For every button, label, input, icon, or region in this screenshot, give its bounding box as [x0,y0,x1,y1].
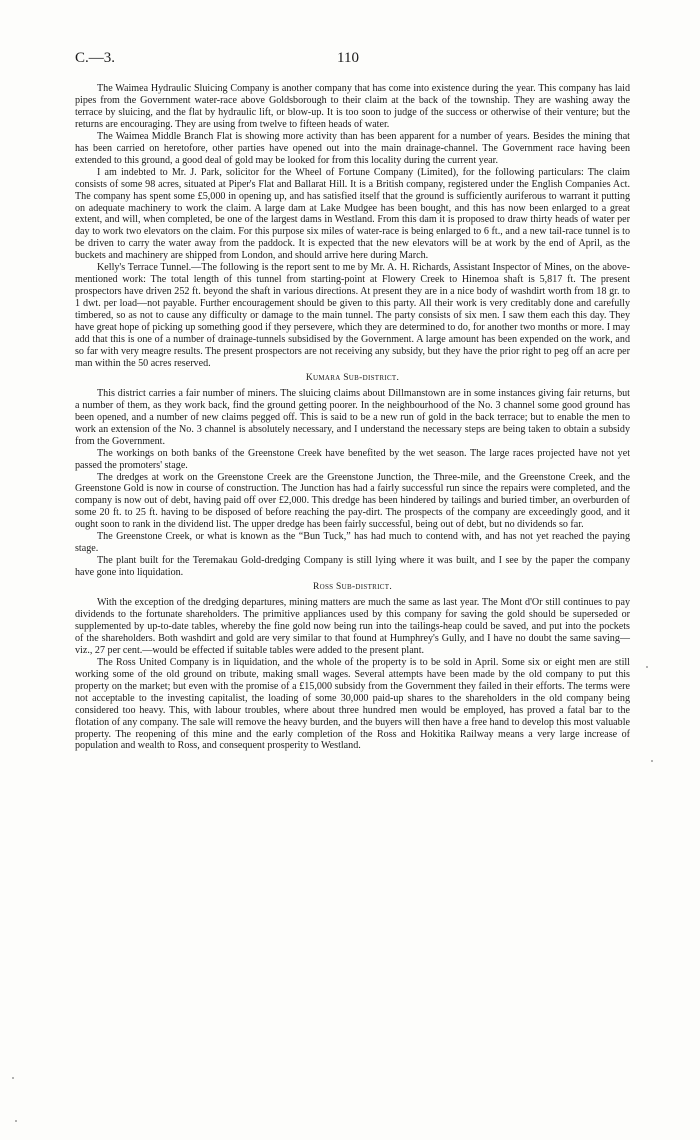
paragraph-kumara-district: This district carries a fair number of miners. The sluicing claims about Dillmanstown are in some instances giving fair returns, but a number of them, as they work back, find the ground getting poorer. In the neighbourhood of the No. 3 channel some good ground has been opened, and a number of new claims pegged off. This is said to be a new run of gold in the back terrace; but to enable the men to work an extension of the No. 3 channel is absolutely necessary, and I understand the necessary steps are being taken to obtain a subsidy from the Government. [75,387,630,447]
paragraph-mont-dor: With the exception of the dredging departures, mining matters are much the same as last year. The Mont d'Or still continues to pay dividends to the fortunate shareholders. The primitive appliances used by this company for saving the gold should be superseded or supplemented by up-to-date tables, whereby the fine gold now being run into the tailings-heap could be saved, and put into the pockets of the shareholders. Both washdirt and gold are very similar to that found at Humphrey's Gully, and I have no doubt the same saving—viz., 27 per cent.—would be effected if suitable tables were added to the present plant. [75,597,630,656]
paragraph-waimea-hydraulic: The Waimea Hydraulic Sluicing Company is another company that has come into existence during the year. This company has laid pipes from the Government water-race above Goldsborough to their claim at the back of the township. They are washing away the terrace by sluicing, and the flat by hydraulic lift, or blow-up. It is too soon to judge of the success or otherwise of their venture; but the returns are encouraging. They are using from twelve to fifteen heads of water. [75,83,630,130]
paragraph-waimea-middle-branch: The Waimea Middle Branch Flat is showing more activity than has been apparent for a number of years. Besides the mining that has been carried on heretofore, other parties have opened out into the main drainage-channel. The Government race having been extended to this ground, a good deal of gold may be looked for from this locality during the current year. [75,130,630,166]
paragraph-teremakau: The plant built for the Teremakau Gold-dredging Company is still lying where it was built, and I see by the paper the company have gone into liquidation. [75,555,630,579]
paragraph-bun-tuck: The Greenstone Creek, or what is known as the “Bun Tuck,” has had much to contend with, and has not yet reached the paying stage. [75,531,630,555]
paragraph-wheel-of-fortune: I am indebted to Mr. J. Park, solicitor for the Wheel of Fortune Company (Limited), for the following particulars: The claim consists of some 98 acres, situated at Piper's Flat and Ballarat Hill. It is a British company, registered under the English Companies Act. The company has spent some £5,000 in opening up, and has satisfied itself that the ground is sufficiently auriferous to warrant it putting on adequate machinery to work the claim. A large dam at Lake Mudgee has been bought, and this has now been enlarged to a great extent, and will, when completed, be one of the largest dams in Westland. From this dam it is proposed to draw thirty heads of water per day to work two elevators on the claim. For this purpose six miles of water-race is being enlarged to 6 ft., and a new tail-race tunnel is to be driven to carry the water away from the paddock. It is expected that the new elevators will be at work by the end of April, as the buckets and machinery are shipped from London, and should arrive here during March. [75,166,630,262]
paragraph-ross-united: The Ross United Company is in liquidation, and the whole of the property is to be sold in April. Some six or eight men are still working some of the old ground on tribute, making small wages. Several attempts have been made by the old company to put this property on the market; but even with the promise of a £15,000 subsidy from the Government they failed in their efforts. The terms were not acceptable to the investing capitalist, the loading of some 30,000 paid-up shares to the shareholders in the old company being considered too heavy. This, with labour troubles, where about three hundred men would be employed, has proved a fatal bar to the flotation of any company. The sale will remove the heavy burden, and the buyers will then have a free hand to develop this most valuable property. The reopening of this mine and the early completion of the Ross and Hokitika Railway means a very large increase of population and wealth to Ross, and consequent prosperity to Westland. [75,656,630,752]
paragraph-kellys-terrace: Kelly's Terrace Tunnel.—The following is the report sent to me by Mr. A. H. Richards, Assistant Inspector of Mines, on the above-mentioned work: The total length of this tunnel from starting-point at Flowery Creek to Hinemoa shaft is 5,817 ft. The present prospectors have driven 252 ft. beyond the shaft in various directions. At present they are in a nice body of washdirt worth from 18 gr. to 1 dwt. per load—not payable. Further encouragement should be given to this party. All their work is very creditably done and carefully timbered, so as not to cause any difficulty or damage to the main tunnel. The party consists of six men. I saw them each this day. They have great hope of picking up something good if they persevere, which they are determined to do, for another two months or more. I may add that this is one of a number of drainage-tunnels subsidised by the Government. A large amount has been expended on the work, and so far with very meagre results. The present prospectors are not receiving any subsidy, but they have the prior right to peg off an acre per man within the 50 acres reserved. [75,262,630,369]
paragraph-greenstone-dredges: The dredges at work on the Greenstone Creek are the Greenstone Junction, the Three-mile, and the Greenstone Creek, and the Greenstone Gold is now in course of construction. The Junction has had a fairly successful run since the repairs were completed, and the company is now out of debt, having paid off over £2,000. This dredge has been hindered by tailings and buried timber, an overburden of some 20 ft. to 25 ft. having to be disposed of before reaching the pay-dirt. The prospects of the company are exceedingly good, and it ought soon to rank in the dividend list. The upper dredge has been fairly successful, being out of debt, but no dividends so far. [75,471,630,531]
section-heading-ross: Ross Sub-district. [313,582,392,593]
paragraph-greenstone-workings: The workings on both banks of the Greenstone Creek have benefited by the wet season. The large races projected have not yet passed the promoters' stage. [75,447,630,471]
page-header [75,50,635,74]
body-text [75,83,630,752]
document-reference: C.—3. [75,50,116,66]
section-heading-kumara: Kumara Sub-district. [305,372,400,383]
page-number: 110 [337,50,359,66]
